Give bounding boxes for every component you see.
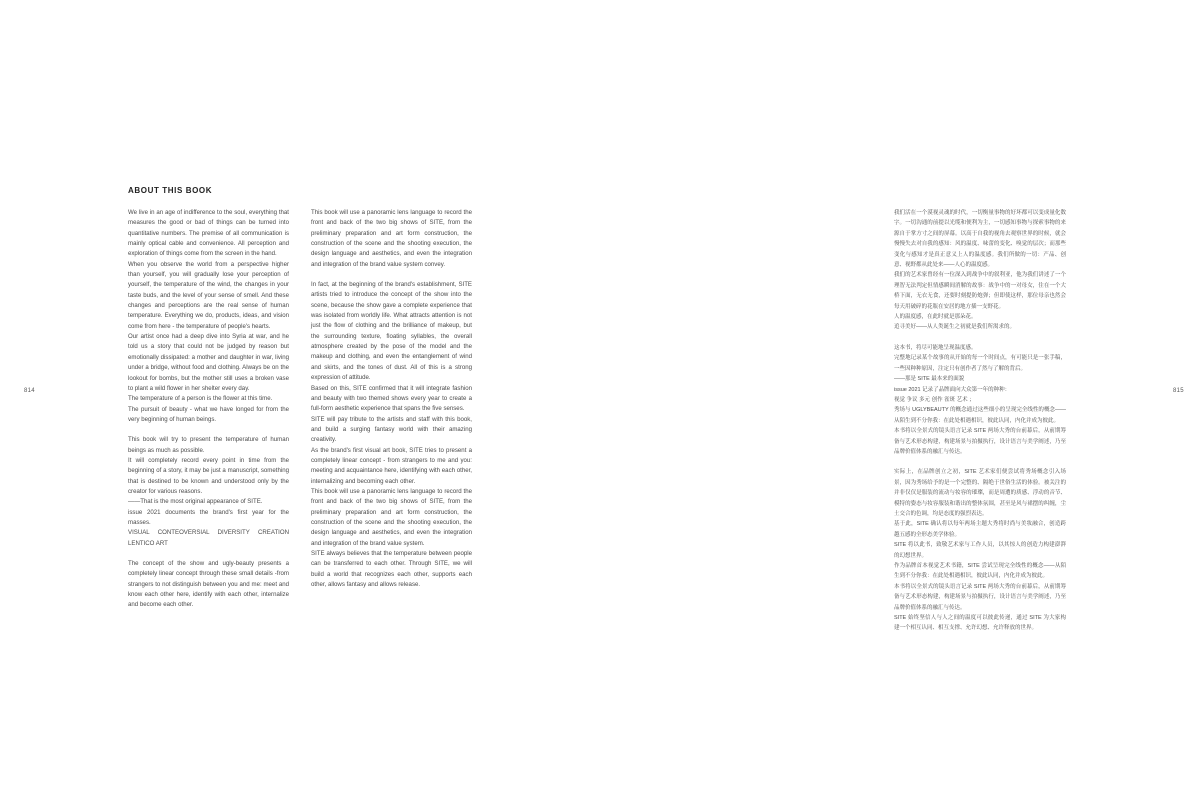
paragraph: When you observe the world from a perspective higher than yourself, you will gradually lose your perception of yourself, the temperature of the wind, the changes in your taste buds, and the level of your sense of smell. And these changes and perceptions are the real sense of human temperature. Everything we do, products, ideas, and vision come from here - the temperature of people's hearts. (128, 260, 289, 330)
paragraph: The temperature of a person is the flower at this time. (128, 395, 273, 403)
paragraph: issue 2021 documents the brand's first year for the masses. (128, 508, 289, 526)
english-column-1 (128, 208, 289, 611)
paragraph: We live in an age of indifference to the soul, everything that measures the good or bad of things can be turned into quantitative numbers. The premise of all communication is mainly optical cable and convenience. All perception and exploration of things come from the screen in the hand. (128, 209, 289, 258)
paragraph: In fact, at the beginning of the brand's establishment, SITE artists tried to introduce the concept of the show into the scene, because the show gave a complete experience that was isolated from worldly life. What attracts attention is not just the flow of clothing and the brilliance of makeup, but the surrounding texture, floating syllables, the overall atmosphere created by the pose of the model and the makeup and clothing, and even the entanglement of wind and skirts, and the tones of dust. All of this is a strong expression of attitude. (311, 281, 472, 382)
paragraph: 视觉 争议 多元 创作 雀斑 艺术 ； (894, 396, 975, 403)
paragraph: 实际上，在品牌创立之初，SITE 艺术家们便尝试将秀场概念引入场景，因为秀场给予的是一个完整的、隔绝于世俗生活的体验。被关注的并非仅仅是服装的流动与妆容的璀璨，而是周遭的质感、浮动的音节、模特的姿态与妆容服装和谐出的整体氛围，甚至是风与裙摆的纠缠，尘土交合的色调，均是态度的强烈表达。 (894, 469, 1066, 517)
paragraph: As the brand's first visual art book, SITE tries to present a completely linear concept - from strangers to me and you: meeting and acquaintance here, identifying with each other, internalizing and becoming each other. (311, 446, 472, 485)
page-number-right: 815 (1173, 388, 1184, 394)
paragraph: Based on this, SITE confirmed that it will integrate fashion and beauty with two themed shows every year to create a full-form aesthetic experience that spans the five senses. (311, 384, 472, 413)
paragraph: 这本书，将尽可能地呈现温度感。 (894, 344, 977, 351)
paragraph: 基于此，SITE 确认将以每年两场主题大秀将时尚与美妆融合，创造跨越五感的全形态美学体验。 (894, 521, 1066, 538)
paragraph: VISUAL CONTEOVERSIAL DIVERSITY CREATION LENTICO ART (128, 529, 289, 547)
paragraph: Our artist once had a deep dive into Syria at war, and he told us a story that could not be judged by reason but emotionally dissipated: a mother and daughter in war, living under a bridge, without food and clothing. Always be on the lookout for bombs, but the mother still uses a broken vase to plant a wild flower in her shelter every day. (128, 333, 289, 392)
paragraph: 人的温度感，在此时就是那朵花。 (894, 314, 977, 321)
paragraph-gap (894, 457, 1066, 467)
chinese-column (894, 208, 1066, 634)
paragraph: SITE will pay tribute to the artists and staff with this book, and build a surging fantasy world with their amazing creativity. (311, 415, 472, 444)
paragraph: ——That is the most original appearance of SITE. (128, 498, 263, 506)
paragraph: 我们的艺术家曾经有一位深入到战争中的叙利亚，他为我们讲述了一个理智无法判定但情感瞬间消解的故事：战争中的一对母女，住在一个大桥下面，无衣无食，还要时刻提防炮弹；但即使这样，那位母亲也然会每天用破碎的花瓶在安居的地方插一支野花。 (894, 272, 1066, 310)
paragraph: 本书将以全景式的镜头语言记录 SITE 两场大秀的台前幕后，从前期筹备与艺术形态构建，构建场景与拍摄执行，设计语言与美学阐述，乃至品牌价值体系的融汇与传达。 (894, 583, 1066, 611)
section-title: ABOUT THIS BOOK (128, 186, 213, 195)
paragraph: 作为品牌首本视觉艺术书籍，SITE 尝试呈现完全线性的概念——从陌生到不分你我：在此处相遇相识，彼此认同，内化并成为彼此。 (894, 563, 1066, 580)
paragraph: 本书将以全景式的镜头语言记录 SITE 两场大秀的台前幕后，从前期筹备与艺术形态构建，构建场景与拍摄执行，设计语言与美学阐述，乃至品牌价值体系的融汇与传达。 (894, 428, 1066, 455)
paragraph-gap (311, 270, 472, 280)
paragraph: 完整地记录某个故事的从开始的每一个时间点，有可能只是一张手稿，一些因种种原因，注定只有创作者了然与了解的背后。 (894, 355, 1066, 372)
paragraph-gap (128, 549, 289, 559)
paragraph: This book will use a panoramic lens language to record the front and back of the two big shows of SITE, from the preliminary preparation and art form construction, the construction of the scene and the shooting execution, the design language and aesthetics, and even the integration and integration of the brand value system. (311, 487, 472, 547)
paragraph: 秀场与 UGLYBEAUTY 的概念通过这些细小的呈现完全线性的概念——从陌生到不分你我：在此处相遇相识，彼此认同，内化并成为彼此。 (894, 407, 1066, 424)
paragraph: This book will use a panoramic lens language to record the front and back of the two big shows of SITE, from the preliminary preparation and art form construction, the construction of the scene and the shooting execution, the design language and aesthetics, and even the integration and integration of the brand value system convey. (311, 209, 472, 268)
english-column-2 (311, 208, 472, 590)
paragraph: SITE 始终坚信人与人之间的温度可以彼此传递，通过 SITE 为大家构建一个相互认同、相互支撑、允许幻想、允许释放的世界。 (894, 615, 1066, 632)
paragraph: issue 2021 记录了品牌面向大众第一年的种种： (894, 386, 1011, 393)
paragraph: The pursuit of beauty - what we have longed for from the very beginning of human beings. (128, 405, 289, 423)
paragraph-gap (894, 333, 1066, 343)
paragraph: 追寻美好——从人类诞生之初就是我们所渴求的。 (894, 324, 1016, 331)
paragraph: It will completely record every point in time from the beginning of a story, it may be just a manuscript, something that is destined to be known and understood only by the creator for various reasons. (128, 456, 289, 495)
paragraph: This book will try to present the temperature of human beings as much as possible. (128, 436, 289, 454)
paragraph: The concept of the show and ugly-beauty presents a completely linear concept through these small details -from strangers to not distinguish between you and me: meet and know each other here, identify with each other, internalize and become each other. (128, 560, 289, 609)
page-number-left: 814 (24, 388, 35, 394)
paragraph: SITE 将以此书，致敬艺术家与工作人员，以其惊人的创造力构建澎湃的幻想世界。 (894, 542, 1066, 559)
paragraph: ——那是 SITE 最本来的面貌 (894, 376, 965, 383)
paragraph-gap (128, 425, 289, 435)
paragraph: SITE always believes that the temperature between people can be transferred to each other. Through SITE, we will build a world that recognizes each other, supports each other, allows fantasy and allows release. (311, 550, 472, 589)
paragraph: 我们活在一个漠视灵魂的时代，一切衡量事物的好坏都可以变成量化数字。一切沟通的前提以光缆和便利为主，一切感知事物与探索事物的来源自于掌方寸之间的屏幕。以高于自我的视角去观察世界的时候，就会慢慢失去对自我的感知：风的温度、味蕾的变化、嗅觉的层次；而那些变化与感知才是真正意义上人的温度感。我们所做的一切：产品、创意、视野都从此处来——人心的温度感。 (894, 210, 1066, 269)
